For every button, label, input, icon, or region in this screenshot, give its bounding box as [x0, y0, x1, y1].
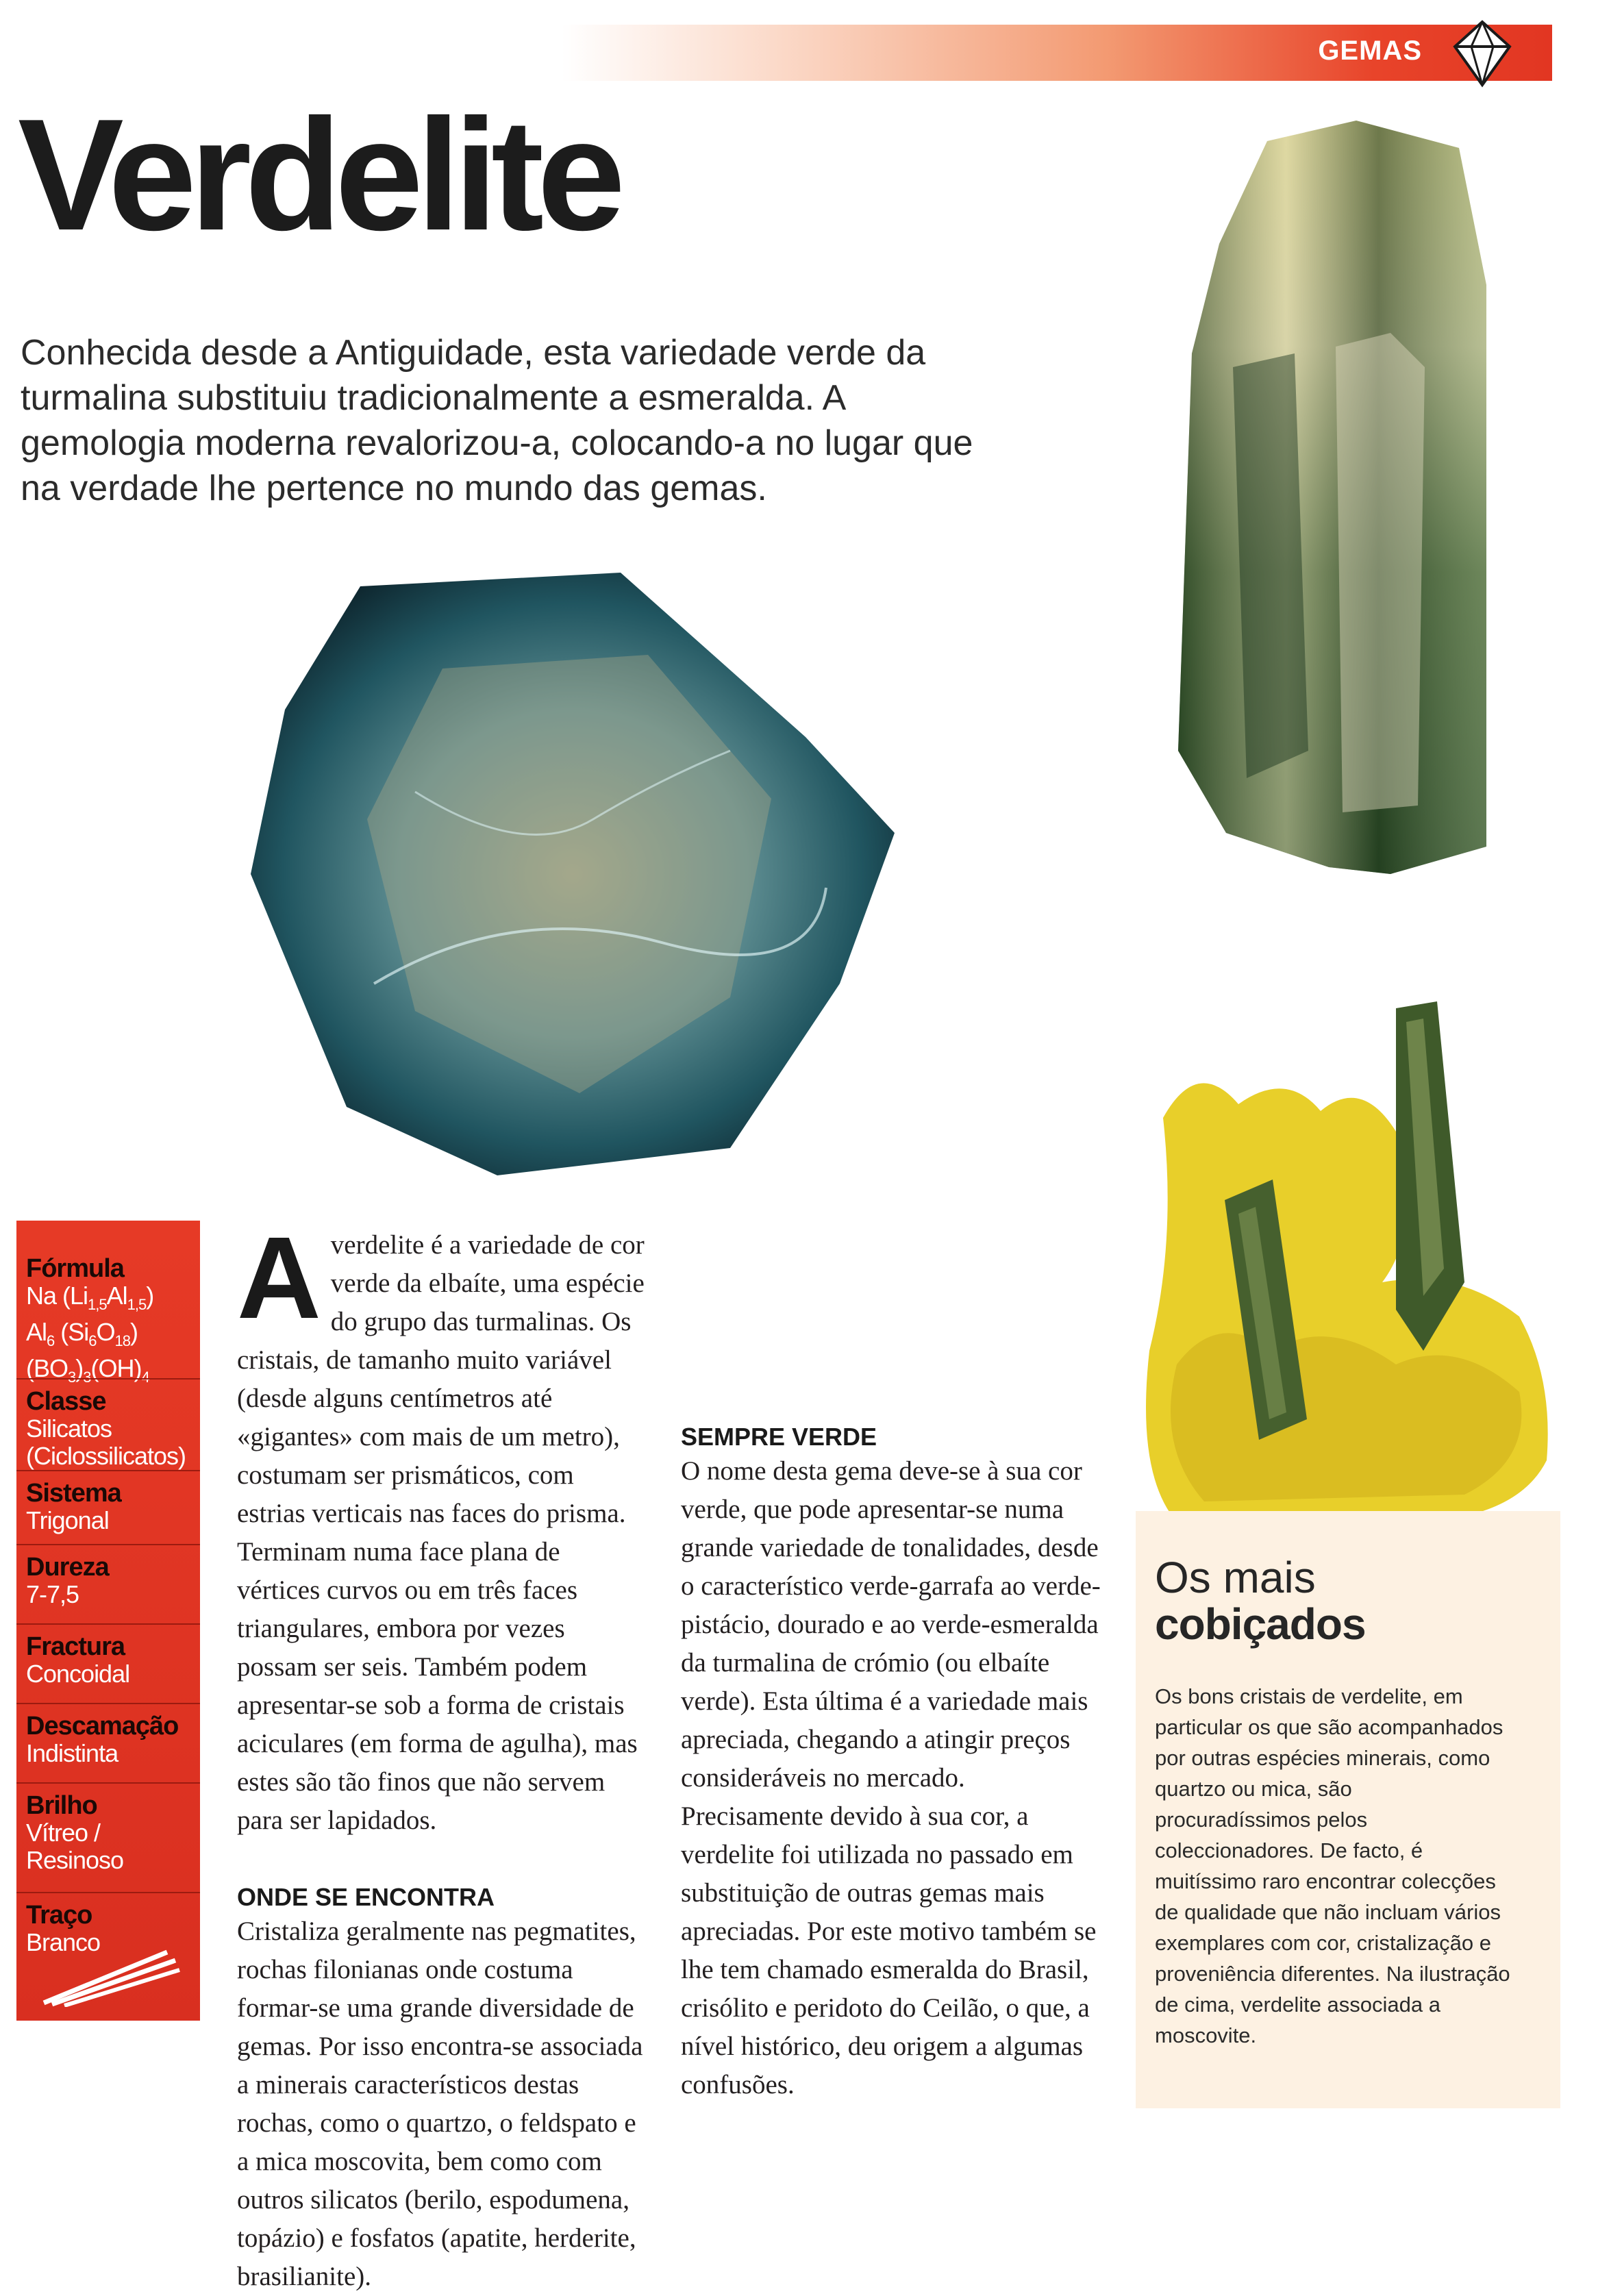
streak-stripes-icon — [37, 1945, 181, 2007]
property-sistema — [16, 1470, 200, 1545]
page-title: Verdelite — [18, 86, 619, 264]
property-value: (Ciclossilicatos) — [26, 1442, 186, 1470]
property-dureza — [16, 1544, 200, 1625]
subheading-onde-se-encontra: ONDE SE ENCONTRA — [237, 1883, 495, 1911]
property-classe — [16, 1378, 200, 1471]
property-value-formula: Na $(Li_{1,5}Al_{1,5})$ — [26, 1282, 154, 1314]
subheading-sempre-verde: SEMPRE VERDE — [681, 1423, 877, 1451]
property-value: Trigonal — [26, 1506, 109, 1534]
property-value-formula: $Al_6$ $(Si_6O_{18})$ — [26, 1318, 138, 1350]
property-value: 7-7,5 — [26, 1580, 79, 1608]
section-header-band — [562, 25, 1552, 81]
article-paragraph: O nome desta gema deve-se à sua cor verde, que pode apresentar-se numa grande variedade de tonalidades, desde o característico verde-garrafa ao verde-pistácio, dourado e ao verde-esmeralda da turmalina de crómio (ou elbaíte verde). Esta última é a variedade mais apreciada, chegando a atingir preços consideráveis no mercado. — [681, 1456, 1101, 1793]
property-value: Concoidal — [26, 1660, 130, 1688]
property-descamacao — [16, 1703, 200, 1784]
property-value-formula: $(BO_3)_3(OH)_4$ — [26, 1354, 149, 1386]
section-label: GEMAS — [1318, 36, 1422, 66]
article-column-2 — [681, 1226, 1106, 2104]
verdelite-on-moscovite-photo — [1136, 995, 1554, 1529]
article-column-1 — [237, 1213, 648, 2296]
property-value: Branco — [26, 1928, 101, 1956]
article-paragraph: Averdelite é a variedade de cor verde da elbaíte, uma espécie do grupo das turmalinas. Os cristais, de tamanho muito variável (desde alguns centímetros até «gigantes» com mais de um metro), costumam ser prismáticos, com estrias verticais nas faces do prisma. Terminam numa face plana de vértices curvos ou em três faces triangulares, embora por vezes possam ser seis. Também podem apresentar-se sob a forma de cristais aciculares (em forma de agulha), mas estes são tão finos que não servem para ser lapidados. — [237, 1213, 645, 1835]
property-label: Fórmula — [26, 1254, 124, 1283]
property-brilho — [16, 1782, 200, 1893]
sidebar-box — [1136, 1511, 1560, 2108]
property-label: Fractura — [26, 1632, 125, 1661]
property-value: Vítreo / — [26, 1819, 101, 1847]
property-label: Brilho — [26, 1791, 97, 1820]
property-label: Classe — [26, 1387, 106, 1416]
sidebar-body: Os bons cristais de verdelite, em particular os que são acompanhados por outras espécies minerais, como quartzo ou mica, são procuradíssimos pelos coleccionadores. De facto, é muitíssimo raro encontrar colecções de qualidade que não incluam vários exemplares com cor, cristalização e proveniência diferentes. Na ilustração de cima, verdelite associada a moscovite. — [1155, 1684, 1510, 2047]
article-paragraph: Cristaliza geralmente nas pegmatites, rochas filonianas onde costuma formar-se uma grande diversidade de gemas. Por isso encontra-se associada a minerais característicos destas rochas, como o quartzo, o feldspato e a mica moscovita, bem como com outros silicatos (berilo, espodumena, topázio) e fosfatos (apatite, herderite, brasilianite). — [237, 1917, 643, 2291]
verdelite-prismatic-crystal-photo — [1164, 121, 1521, 881]
property-value: Resinoso — [26, 1846, 124, 1874]
faceted-gem-icon — [1441, 19, 1523, 88]
properties-panel — [16, 1221, 200, 2021]
property-value: Indistinta — [26, 1739, 118, 1767]
article-paragraph: Precisamente devido à sua cor, a verdelite foi utilizada no passado em substituição de outras gemas mais apreciadas. Por este motivo também se lhe tem chamado esmeralda do Brasil, crisólito e peridoto do Ceilão, o que, a nível histórico, deu origem a algumas confusões. — [681, 1801, 1097, 2099]
intro-paragraph: Conhecida desde a Antiguidade, esta variedade verde da turmalina substituiu tradicionalmente a esmeralda. A gemologia moderna revalorizou-a, colocando-a no lugar que na verdade lhe pertence no mundo das gemas. — [21, 333, 973, 508]
property-fractura — [16, 1623, 200, 1704]
property-formula — [16, 1221, 200, 1386]
drop-cap: A — [237, 1213, 321, 1343]
sidebar-title-bold: cobiçados — [1155, 1599, 1366, 1649]
property-label: Traço — [26, 1901, 92, 1930]
verdelite-hexagonal-slice-photo — [237, 573, 908, 1189]
property-label: Descamação — [26, 1712, 179, 1740]
property-label: Sistema — [26, 1479, 121, 1508]
property-value: Silicatos — [26, 1414, 112, 1443]
sidebar-title-light: Os mais — [1155, 1553, 1316, 1602]
property-label: Dureza — [26, 1553, 109, 1582]
